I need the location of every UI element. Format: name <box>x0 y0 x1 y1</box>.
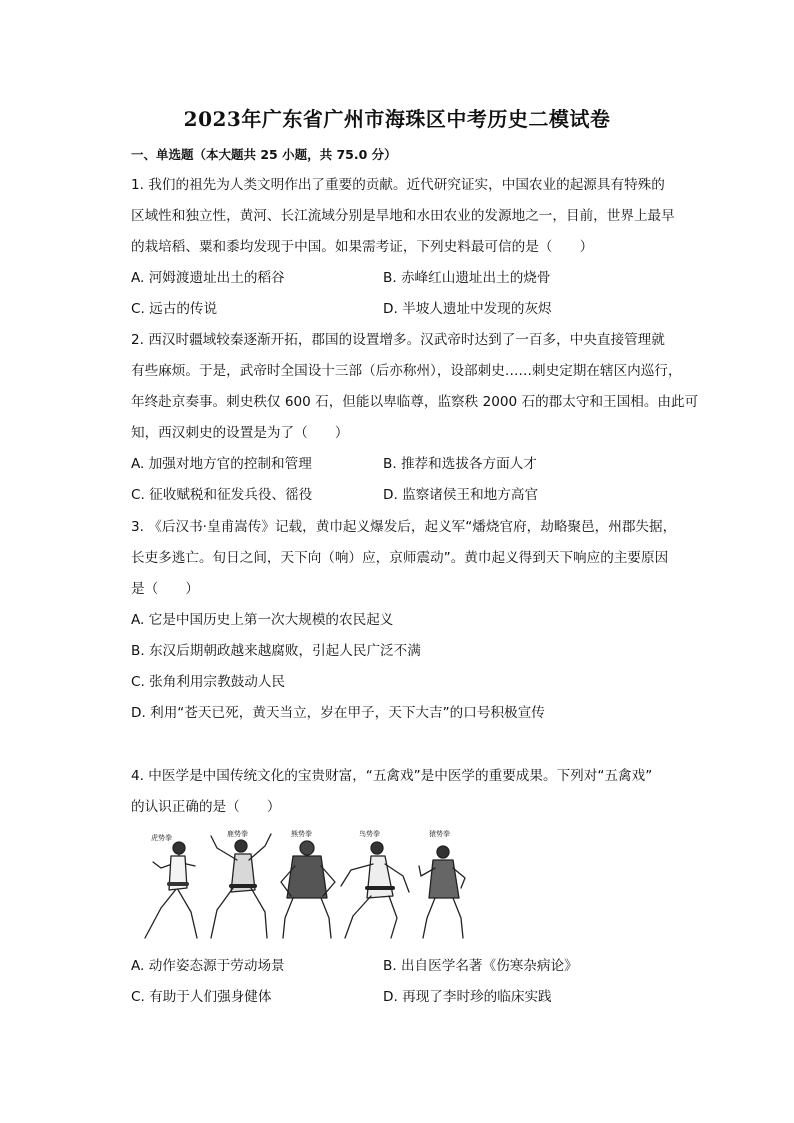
ape-pose-figure <box>419 846 465 938</box>
figure-label: 熊势拳 <box>291 830 312 838</box>
figure-label: 鸟势拳 <box>359 830 380 838</box>
question-line: 1. 我们的祖先为人类文明作出了重要的贡献。近代研究证实，中国农业的起源具有特殊的 <box>131 177 665 193</box>
question-2 <box>131 325 699 449</box>
option-c[interactable]: C. 征收赋税和征发兵役、徭役 <box>131 487 313 503</box>
option-c[interactable]: C. 远古的传说 <box>131 301 218 317</box>
question-line: 的认识正确的是（ ） <box>131 799 281 815</box>
question-line: 年终赴京奏事。刺史秩仅 600 石，但能以卑临尊，监察秩 2000 石的郡太守和王国相。由此可 <box>131 394 699 410</box>
question-4-options <box>131 951 671 1013</box>
five-animal-exercise-illustration <box>131 826 471 944</box>
figure-label: 猿势拳 <box>429 830 450 838</box>
figure-label: 虎势拳 <box>151 834 172 842</box>
question-line: 区域性和独立性，黄河、长江流域分别是旱地和水田农业的发源地之一，目前，世界上最早 <box>131 208 675 224</box>
deer-pose-figure <box>211 834 271 938</box>
bear-pose-figure <box>281 841 335 938</box>
question-line: 3. 《后汉书·皇甫嵩传》记载，黄巾起义爆发后，起义军“燔烧官府，劫略聚邑，州郡失据， <box>131 519 677 535</box>
option-a[interactable]: A. 加强对地方官的控制和管理 <box>131 456 312 472</box>
option-d[interactable]: D. 再现了李时珍的临床实践 <box>383 989 552 1005</box>
option-c[interactable]: C. 张角利用宗教鼓动人民 <box>131 674 286 690</box>
bird-pose-figure <box>341 842 409 938</box>
question-line: 是（ ） <box>131 581 199 597</box>
option-b[interactable]: B. 赤峰红山遗址出土的烧骨 <box>383 270 551 286</box>
question-3 <box>131 512 677 605</box>
question-line: 长吏多逃亡。旬日之间，天下向（响）应，京师震动”。黄巾起义得到天下响应的主要原因 <box>131 550 669 566</box>
option-b[interactable]: B. 东汉后期朝政越来越腐败，引起人民广泛不满 <box>131 643 421 659</box>
option-d[interactable]: D. 半坡人遗址中发现的灰烬 <box>383 301 552 317</box>
page-title: 2023年广东省广州市海珠区中考历史二模试卷 <box>183 107 611 131</box>
question-2-options <box>131 449 671 511</box>
question-line: 2. 西汉时疆域较秦逐渐开拓，郡国的设置增多。汉武帝时达到了一百多，中央直接管理就 <box>131 332 665 348</box>
option-a[interactable]: A. 动作姿态源于劳动场景 <box>131 958 285 974</box>
section-heading: 一、单选题（本大题共 25 小题，共 75.0 分） <box>131 147 397 162</box>
question-line: 有些麻烦。于是，武帝时全国设十三部（后亦称州），设部刺史……刺史定期在辖区内巡行， <box>131 363 682 379</box>
question-1 <box>131 170 675 263</box>
question-4 <box>131 761 671 823</box>
option-a[interactable]: A. 它是中国历史上第一次大规模的农民起义 <box>131 612 394 628</box>
option-c[interactable]: C. 有助于人们强身健体 <box>131 989 272 1005</box>
option-d[interactable]: D. 利用“苍天已死，黄天当立，岁在甲子，天下大吉”的口号积极宣传 <box>131 705 545 721</box>
option-b[interactable]: B. 出自医学名著《伤寒杂病论》 <box>383 958 578 974</box>
option-a[interactable]: A. 河姆渡遗址出土的稻谷 <box>131 270 285 286</box>
question-line: 4. 中医学是中国传统文化的宝贵财富，“五禽戏”是中医学的重要成果。下列对“五禽戏” <box>131 768 653 784</box>
option-b[interactable]: B. 推荐和选拔各方面人才 <box>383 456 537 472</box>
figure-label: 鹿势拳 <box>227 830 248 838</box>
question-1-options <box>131 263 671 325</box>
tiger-pose-figure <box>145 842 197 938</box>
question-line: 知，西汉刺史的设置是为了（ ） <box>131 425 349 441</box>
option-d[interactable]: D. 监察诸侯王和地方高官 <box>383 487 539 503</box>
question-3-options <box>131 605 671 729</box>
question-line: 的栽培稻、粟和黍均发现于中国。如果需考证，下列史料最可信的是（ ） <box>131 239 594 255</box>
